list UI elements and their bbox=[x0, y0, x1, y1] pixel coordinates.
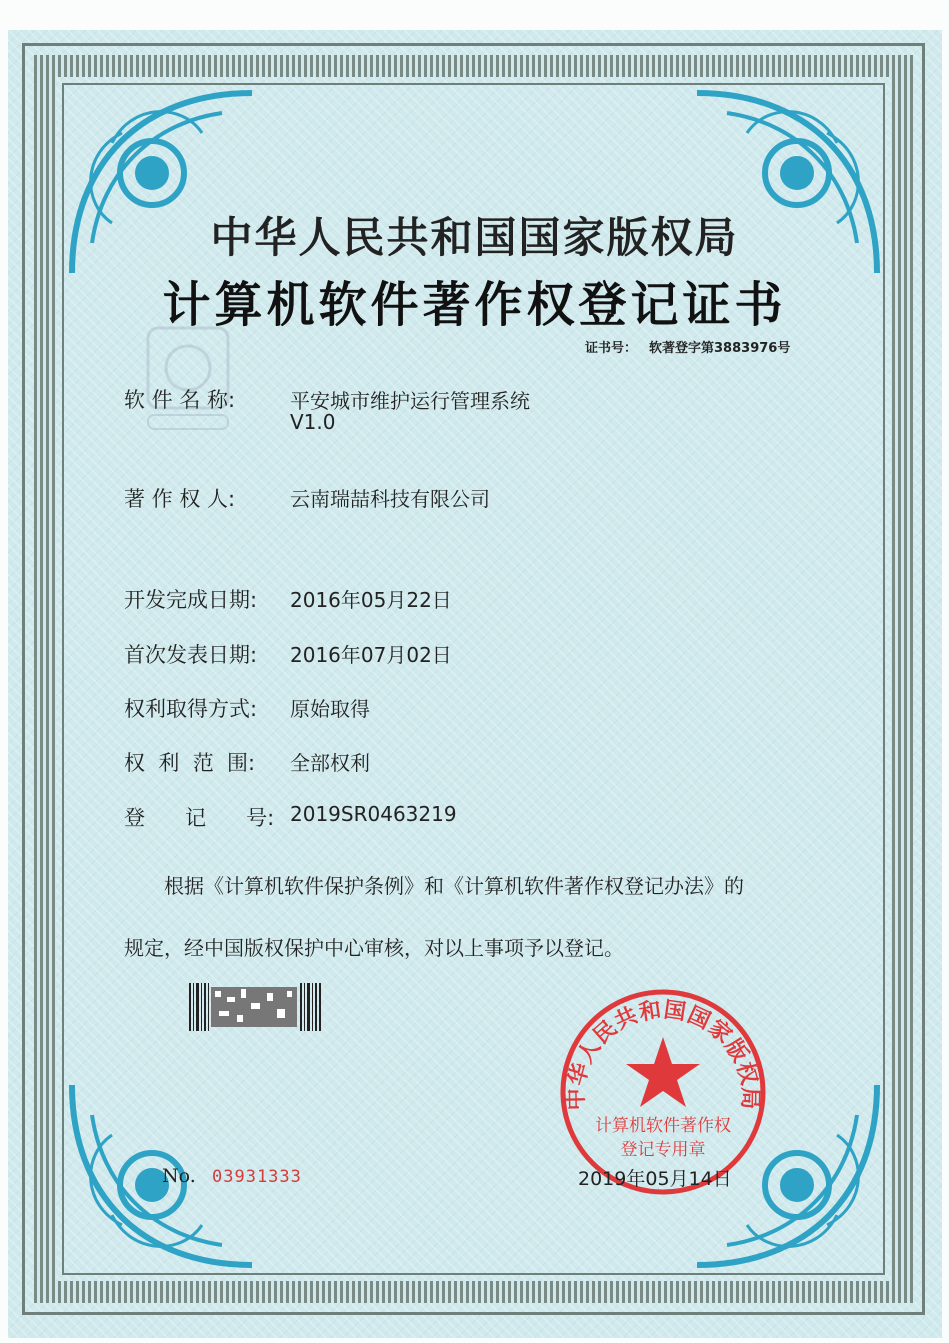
acquisition-method-label: 权利取得方式: bbox=[124, 697, 258, 721]
software-name-label: 软 件 名 称: bbox=[124, 388, 236, 412]
statement-line-2: 规定，经中国版权保护中心审核，对以上事项予以登记。 bbox=[124, 936, 624, 960]
publication-date-label: 首次发表日期: bbox=[124, 643, 258, 667]
completion-date-label: 开发完成日期: bbox=[124, 588, 258, 612]
registration-number-label: 登 记 号: bbox=[124, 806, 275, 830]
certificate-title: 计算机软件著作权登记证书 bbox=[162, 277, 787, 333]
statement-line-1: 根据《计算机软件保护条例》和《计算机软件著作权登记办法》的 bbox=[164, 874, 744, 898]
certificate-number-value: 软著登字第3883976号 bbox=[649, 341, 791, 356]
watermark-emblem bbox=[138, 323, 238, 433]
seal-line-2: 登记专用章 bbox=[620, 1140, 706, 1160]
registration-number-value: 2019SR0463219 bbox=[290, 802, 457, 826]
barcode-graphic bbox=[189, 983, 321, 1031]
software-name-value: 平安城市维护运行管理系统 bbox=[290, 389, 530, 413]
publication-date-value: 2016年07月02日 bbox=[290, 643, 452, 667]
certificate-number bbox=[585, 337, 802, 356]
seal-star-icon bbox=[626, 1037, 700, 1107]
serial-number-value: 03931333 bbox=[212, 1167, 302, 1187]
completion-date-value: 2016年05月22日 bbox=[290, 588, 452, 612]
acquisition-method-value: 原始取得 bbox=[290, 697, 370, 721]
issuer-title: 中华人民共和国国家版权局 bbox=[210, 213, 739, 262]
copyright-owner-label: 著 作 权 人: bbox=[124, 487, 236, 511]
serial-number-label: No. bbox=[162, 1165, 196, 1187]
seal-line-1: 计算机软件著作权 bbox=[595, 1116, 731, 1136]
issue-date: 2019年05月14日 bbox=[578, 1168, 732, 1190]
software-version-value: V1.0 bbox=[290, 410, 336, 434]
rights-scope-value: 全部权利 bbox=[290, 751, 370, 775]
seal-ring-text: 中华人民共和国国家版权局 bbox=[563, 997, 763, 1111]
rights-scope-label: 权 利 范 围: bbox=[124, 751, 256, 775]
certificate-number-label: 证书号： bbox=[585, 341, 638, 356]
copyright-owner-value: 云南瑞喆科技有限公司 bbox=[290, 487, 490, 511]
